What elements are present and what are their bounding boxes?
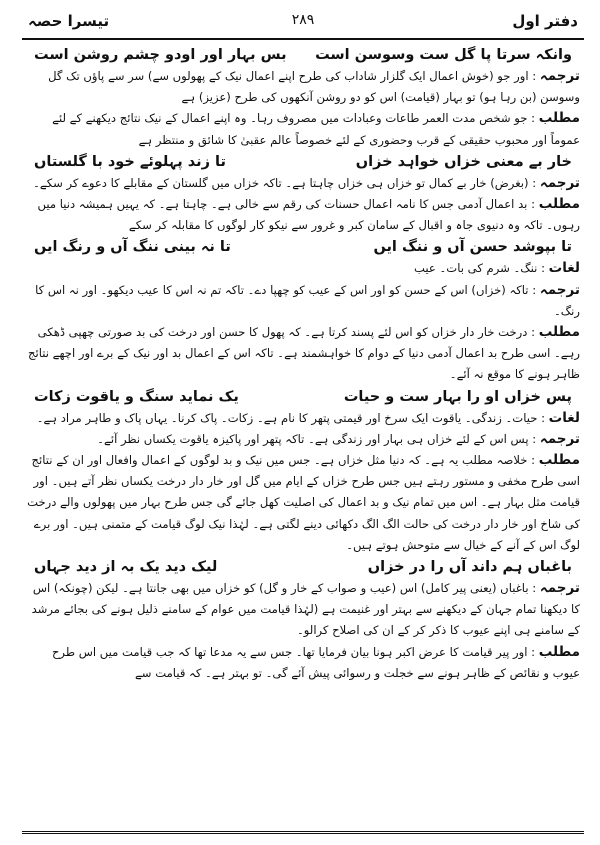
- page-body: [22, 40, 584, 684]
- paragraph-text: : درخت خار دار خزاں کو اس لئے پسند کرتا ہے۔ کہ پھول کا حسن اور درخت کی بد صورتی چھپی ڈھکی رہے۔ اسی طرح بد اعمال آدمی دنیا کے دوام کا خواہشمند ہے۔ تاکہ اس کے اعمال بد اور نیک کے برے اور اچھے نتائج ظاہر ہونے کا موقع نہ آئے۔: [28, 325, 580, 382]
- paragraph-label: مطلب: [538, 196, 580, 213]
- paragraph-text: : خلاصہ مطلب یہ ہے۔ کہ دنیا مثل خزاں ہے۔ جس میں نیک و بد لوگوں کے اعمال وافعال اور ان کے نتائج اسی طرح مخفی و مستور رہتے ہیں جس طرح خزاں کے ایام میں گل اور خار دار درخت یکساں نظر آتے ہیں۔ اور قیامت مثل بہار ہے۔ اس میں تمام نیک و بد اعمال کی اصلیت کھل جائے گی جس طرح بہار میں پھولوں والے درخت کی شاخ اور خار دار درخت کی حالت الگ الگ دکھائی دینے لگتی ہے۔ لہٰذا نیک لوگ قیامت کے متمنی ہیں۔ اور برے لوگ اس کے آنے کے خیال سے متوحش ہوتے ہیں۔: [27, 453, 580, 552]
- verse-hemistich-first: باغباں ہم داند آں را در خزاں: [367, 559, 572, 576]
- commentary-paragraph: [26, 578, 580, 642]
- verse-couplet: [26, 151, 580, 173]
- page-header: [22, 8, 584, 40]
- verse-hemistich-second: لیک دید یک بہ از دید جہاں: [34, 559, 218, 576]
- paragraph-label: ترجمہ: [539, 430, 580, 447]
- paragraph-label: لغات: [548, 409, 580, 426]
- verse-hemistich-second: یک نماید سنگ و یاقوت زکات: [34, 388, 239, 405]
- commentary-paragraph: [26, 258, 580, 279]
- paragraph-text: : (بغرض) خار بے کمال تو خزاں ہی خزاں چاہتا ہے۔ تاکہ خزاں میں گلستان کے مقابلے کا دعوے کر سکے۔: [33, 175, 540, 190]
- section-label: تیسرا حصہ: [28, 12, 110, 30]
- paragraph-label: مطلب: [538, 452, 580, 469]
- paragraph-text: : پس اس کے لئے خزاں ہی بہار اور زندگی ہے۔ تاکہ پتھر اور پاکیزہ یاقوت یکساں نظر آئے۔: [97, 431, 540, 446]
- verse-hemistich-second: بس بہار اور اودو چشم روشن است: [34, 47, 287, 63]
- verse-couplet: [26, 44, 580, 66]
- commentary-paragraph: [26, 642, 580, 684]
- verse-hemistich-first: وانکہ سرتا پا گل ست وسوسن است: [315, 47, 572, 63]
- footer-rule: [22, 831, 584, 838]
- commentary-paragraph: [26, 280, 580, 322]
- commentary-paragraph: [26, 322, 580, 386]
- paragraph-label: ترجمہ: [539, 281, 580, 298]
- commentary-paragraph: [26, 429, 580, 450]
- paragraph-text: : جو شخص مدت العمر طاعات وعبادات میں مصروف رہا۔ وہ اپنے اعمال کے نیک نتائج دیکھنے کے لئے عموماً اور محبوب حقیقی کے قرب وحضوری کے لئے خصوصاً عالم عقبیٰ کا شائق و منتظر ہے: [52, 111, 580, 147]
- commentary-paragraph: [26, 194, 580, 236]
- verse-hemistich-second: تا نہ بینی ننگ آں و رنگ ایں: [34, 239, 231, 256]
- page-number: ۲۸۹: [291, 12, 315, 28]
- verse-hemistich-first: تا بپوشد حسن آں و ننگ ایں: [373, 239, 572, 256]
- commentary-paragraph: [26, 108, 580, 150]
- paragraph-label: لغات: [548, 260, 580, 277]
- verse-couplet: [26, 556, 580, 578]
- paragraph-label: ترجمہ: [539, 68, 580, 84]
- verse-hemistich-second: تا زند پہلوئے خود با گلستاں: [34, 153, 226, 170]
- verse-hemistich-first: خار بے معنی خزاں خواہد خزاں: [355, 153, 572, 170]
- paragraph-text: : ننگ۔ شرم کی بات۔ عیب: [414, 261, 549, 276]
- paragraph-text: : تاکہ (خزاں) اس کے حسن کو اور اس کے عیب کو چھپا دے۔ تاکہ تم نہ اس کا عیب دیکھو۔ اور نہ اس کا رنگ۔: [35, 282, 580, 318]
- paragraph-label: ترجمہ: [539, 580, 580, 597]
- commentary-paragraph: [26, 450, 580, 556]
- commentary-paragraph: [26, 173, 580, 194]
- verse-couplet: [26, 236, 580, 258]
- paragraph-text: : اور جو (خوش اعمال ایک گلزار شاداب کی طرح اپنے اعمال نیک کے پھولوں سے) سر سے پاؤں تک گل وسوسن (بن رہا ہو) تو بہار (قیامت) اس کو دو روشن آنکھوں کی طرح (عزیز) ہے: [48, 69, 580, 105]
- paragraph-label: مطلب: [538, 324, 580, 341]
- paragraph-label: مطلب: [538, 643, 580, 660]
- paragraph-label: مطلب: [538, 110, 580, 127]
- paragraph-text: : بد اعمال آدمی جس کا نامہ اعمال حسنات کی رقم سے خالی ہے۔ چاہتا ہے۔ کہ یہیں ہمیشہ دنیا میں رہوں۔ تاکہ وہ دنیوی جاہ و اقبال کے سامان کبر و غرور سے نیکو کار لوگوں کا مقابلہ کر سکے: [37, 197, 580, 233]
- paragraph-text: : باغباں (یعنی پیر کامل) اس (عیب و صواب کے خار و گل) کو خزاں میں بھی جانتا ہے۔ لیکن (چونکہ) اس کا دیکھنا تمام جہان کے دیکھنے سے بہتر اور غنیمت ہے (لہٰذا قیامت میں عوام کے سامنے ذلیل ہونے کی بجائے مرشد کے سامنے ہی اپنے عیوب کا ذکر کر کے ان کی اصلاح کرالو۔: [31, 581, 580, 638]
- commentary-paragraph: [26, 408, 580, 429]
- paragraph-label: ترجمہ: [539, 174, 580, 191]
- verse-hemistich-first: پس خزاں او را بہار ست و حیات: [343, 388, 572, 405]
- verse-couplet: [26, 386, 580, 408]
- paragraph-text: : اور پیر قیامت کا عرض اکبر ہونا بیان فرمایا تھا۔ جس سے یہ مدعا تھا کہ جب قیامت میں اس طرح عیوب و نقائص کے ظاہر ہونے سے خجلت و رسوائی پیش آئے گی۔ تو بہتر ہے۔ کہ قیامت سے: [51, 644, 580, 680]
- page: [22, 8, 584, 838]
- paragraph-text: : حیات۔ زندگی۔ یاقوت ایک سرخ اور قیمتی پتھر کا نام ہے۔ زکات۔ پاک کرنا۔ یہاں پاک و طاہر مراد ہے۔: [36, 410, 549, 425]
- commentary-paragraph: [26, 66, 580, 108]
- book-part-label: دفتر اول: [512, 12, 578, 30]
